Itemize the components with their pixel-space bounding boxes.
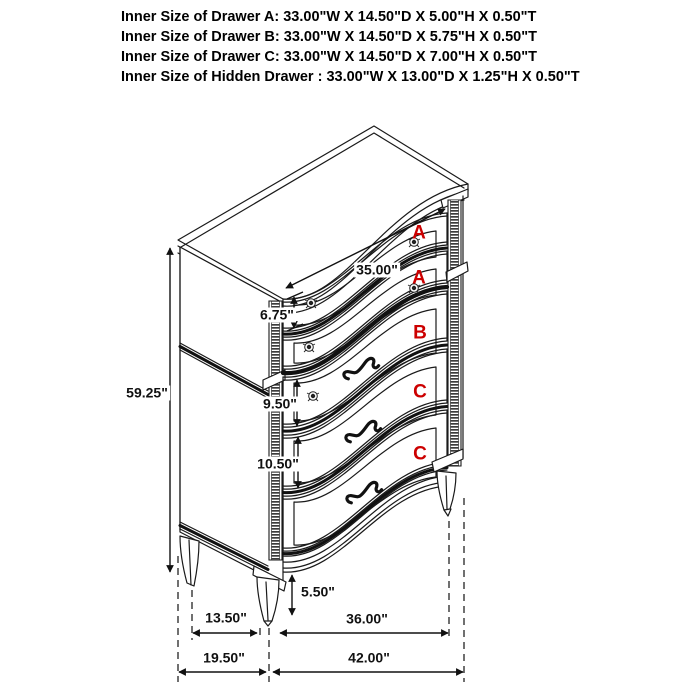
inner-size-line-drawer-c: Inner Size of Drawer C: 33.00"W X 14.50"D X 7.00"H X 0.50"T <box>121 49 537 65</box>
drawer-label-c1: C <box>413 381 427 403</box>
leg-width-label: 36.00" <box>346 610 388 627</box>
fluted-column-right <box>446 196 468 466</box>
drawer-a-height-label: 6.75" <box>260 306 294 323</box>
inner-size-line-drawer-a: Inner Size of Drawer A: 33.00"W X 14.50"D X 5.00"H X 0.50"T <box>121 9 537 25</box>
drawer-label-c2: C <box>413 443 427 465</box>
leg-depth-label: 13.50" <box>205 609 247 626</box>
drawer-label-b: B <box>413 322 427 344</box>
knob-b-left <box>307 392 319 401</box>
drawer-label-a1: A <box>412 222 426 244</box>
inner-size-line-hidden-drawer: Inner Size of Hidden Drawer : 33.00"W X 13.00"D X 1.25"H X 0.50"T <box>121 69 580 85</box>
drawer-c-height-label: 10.50" <box>257 455 299 472</box>
drawer-label-a2: A <box>412 267 426 289</box>
overall-depth-label: 19.50" <box>203 649 245 666</box>
drawer-b-height-label: 9.50" <box>263 395 297 412</box>
leg-height-label: 5.50" <box>301 583 335 600</box>
overall-width-label: 42.00" <box>348 649 390 666</box>
drawer-width-label: 35.00" <box>356 261 398 278</box>
leg-back-left <box>180 536 199 586</box>
handle-drawer-b <box>342 357 380 380</box>
knob-a2-left <box>303 343 315 352</box>
leg-front-right <box>432 449 463 516</box>
left-side-panel <box>180 247 283 585</box>
drawer-b <box>283 291 447 427</box>
inner-size-line-drawer-b: Inner Size of Drawer B: 33.00"W X 14.50"D X 5.75"H X 0.50"T <box>121 29 537 45</box>
overall-height-label: 59.25" <box>126 384 168 401</box>
knob-a1-left <box>305 299 317 308</box>
